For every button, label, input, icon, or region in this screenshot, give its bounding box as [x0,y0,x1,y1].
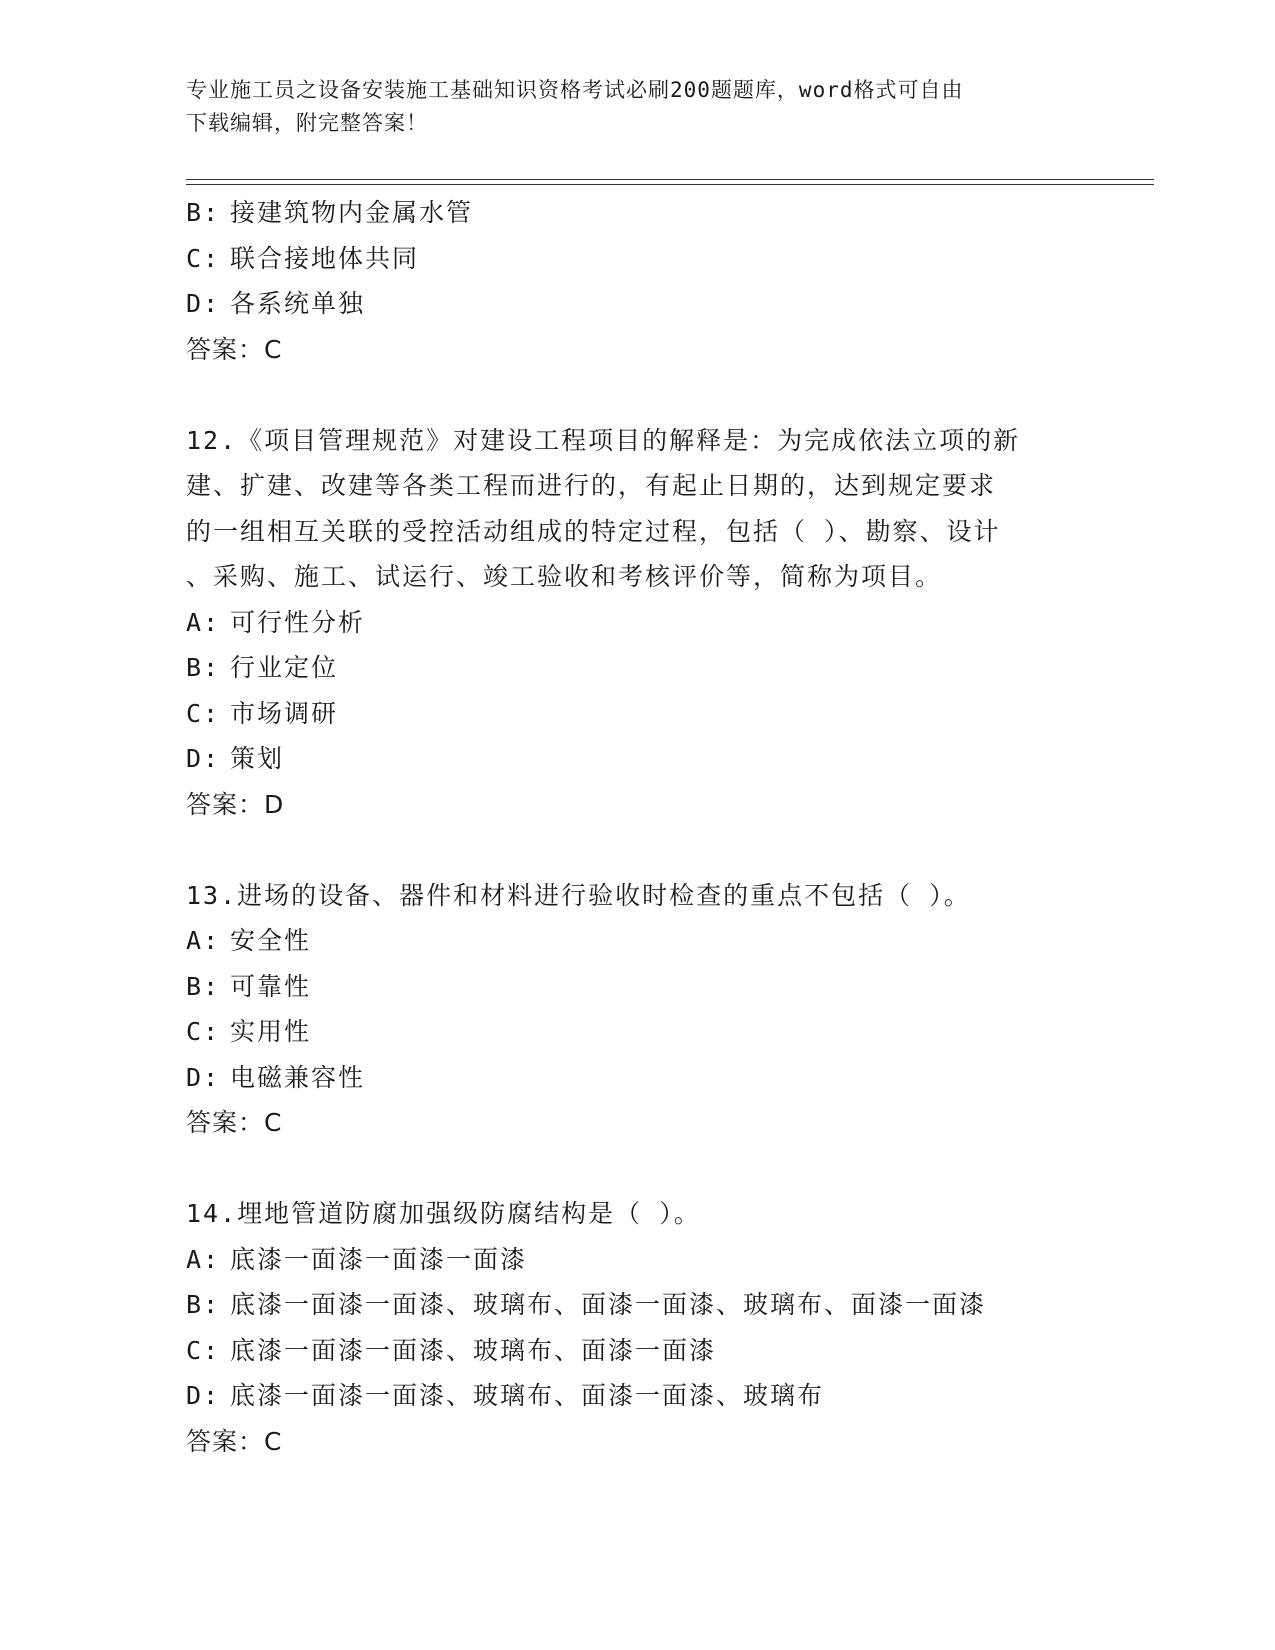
option-a: A: 底漆一面漆一面漆一面漆 [186,1244,528,1274]
question-stem-line: 13.进场的设备、器件和材料进行验收时检查的重点不包括（ ）。 [186,880,971,910]
option-b: B: 接建筑物内金属水管 [186,198,474,227]
answer: 答案：C [186,334,283,364]
option-c: C: 联合接地体共同 [186,243,420,273]
option-a: A: 安全性 [186,926,312,955]
option-d: D: 底漆一面漆一面漆、玻璃布、面漆一面漆、玻璃布 [186,1381,825,1410]
option-d: D: 各系统单独 [186,289,366,318]
option-c: C: 实用性 [186,1017,312,1046]
option-c: C: 底漆一面漆一面漆、玻璃布、面漆一面漆 [186,1335,717,1365]
question-stem-line: 建、扩建、改建等各类工程而进行的，有起止日期的，达到规定要求 [186,471,997,500]
header-rule-bottom [186,184,1154,185]
question-stem-line: 、采购、施工、试运行、竣工验收和考核评价等，简称为项目。 [186,562,943,591]
header-line-2: 下载编辑，附完整答案！ [186,111,428,135]
question-stem-line: 12.《项目管理规范》对建设工程项目的解释是：为完成依法立项的新 [186,425,1021,455]
header-rule-top [186,179,1154,180]
answer: 答案：D [186,789,285,819]
question-stem-line: 14.埋地管道防腐加强级防腐结构是（ ）。 [186,1199,701,1228]
question-11 [186,190,1086,372]
option-c: C: 市场调研 [186,698,339,728]
option-d: D: 电磁兼容性 [186,1062,366,1092]
option-d: D: 策划 [186,744,285,773]
option-b: B: 行业定位 [186,653,339,682]
question-14 [186,1191,1086,1464]
question-12 [186,418,1086,828]
option-a: A: 可行性分析 [186,607,366,637]
question-content [186,190,1086,1464]
question-stem-line: 的一组相互关联的受控活动组成的特定过程，包括（ ）、勘察、设计 [186,516,1001,546]
document-header [186,74,1066,140]
answer: 答案：C [186,1426,283,1456]
option-b: B: 可靠性 [186,971,312,1001]
option-b: B: 底漆一面漆一面漆、玻璃布、面漆一面漆、玻璃布、面漆一面漆 [186,1290,987,1319]
header-line-1: 专业施工员之设备安装施工基础知识资格考试必刷200题题库，word格式可自由 [186,78,964,102]
answer: 答案：C [186,1108,283,1137]
question-13 [186,873,1086,1146]
